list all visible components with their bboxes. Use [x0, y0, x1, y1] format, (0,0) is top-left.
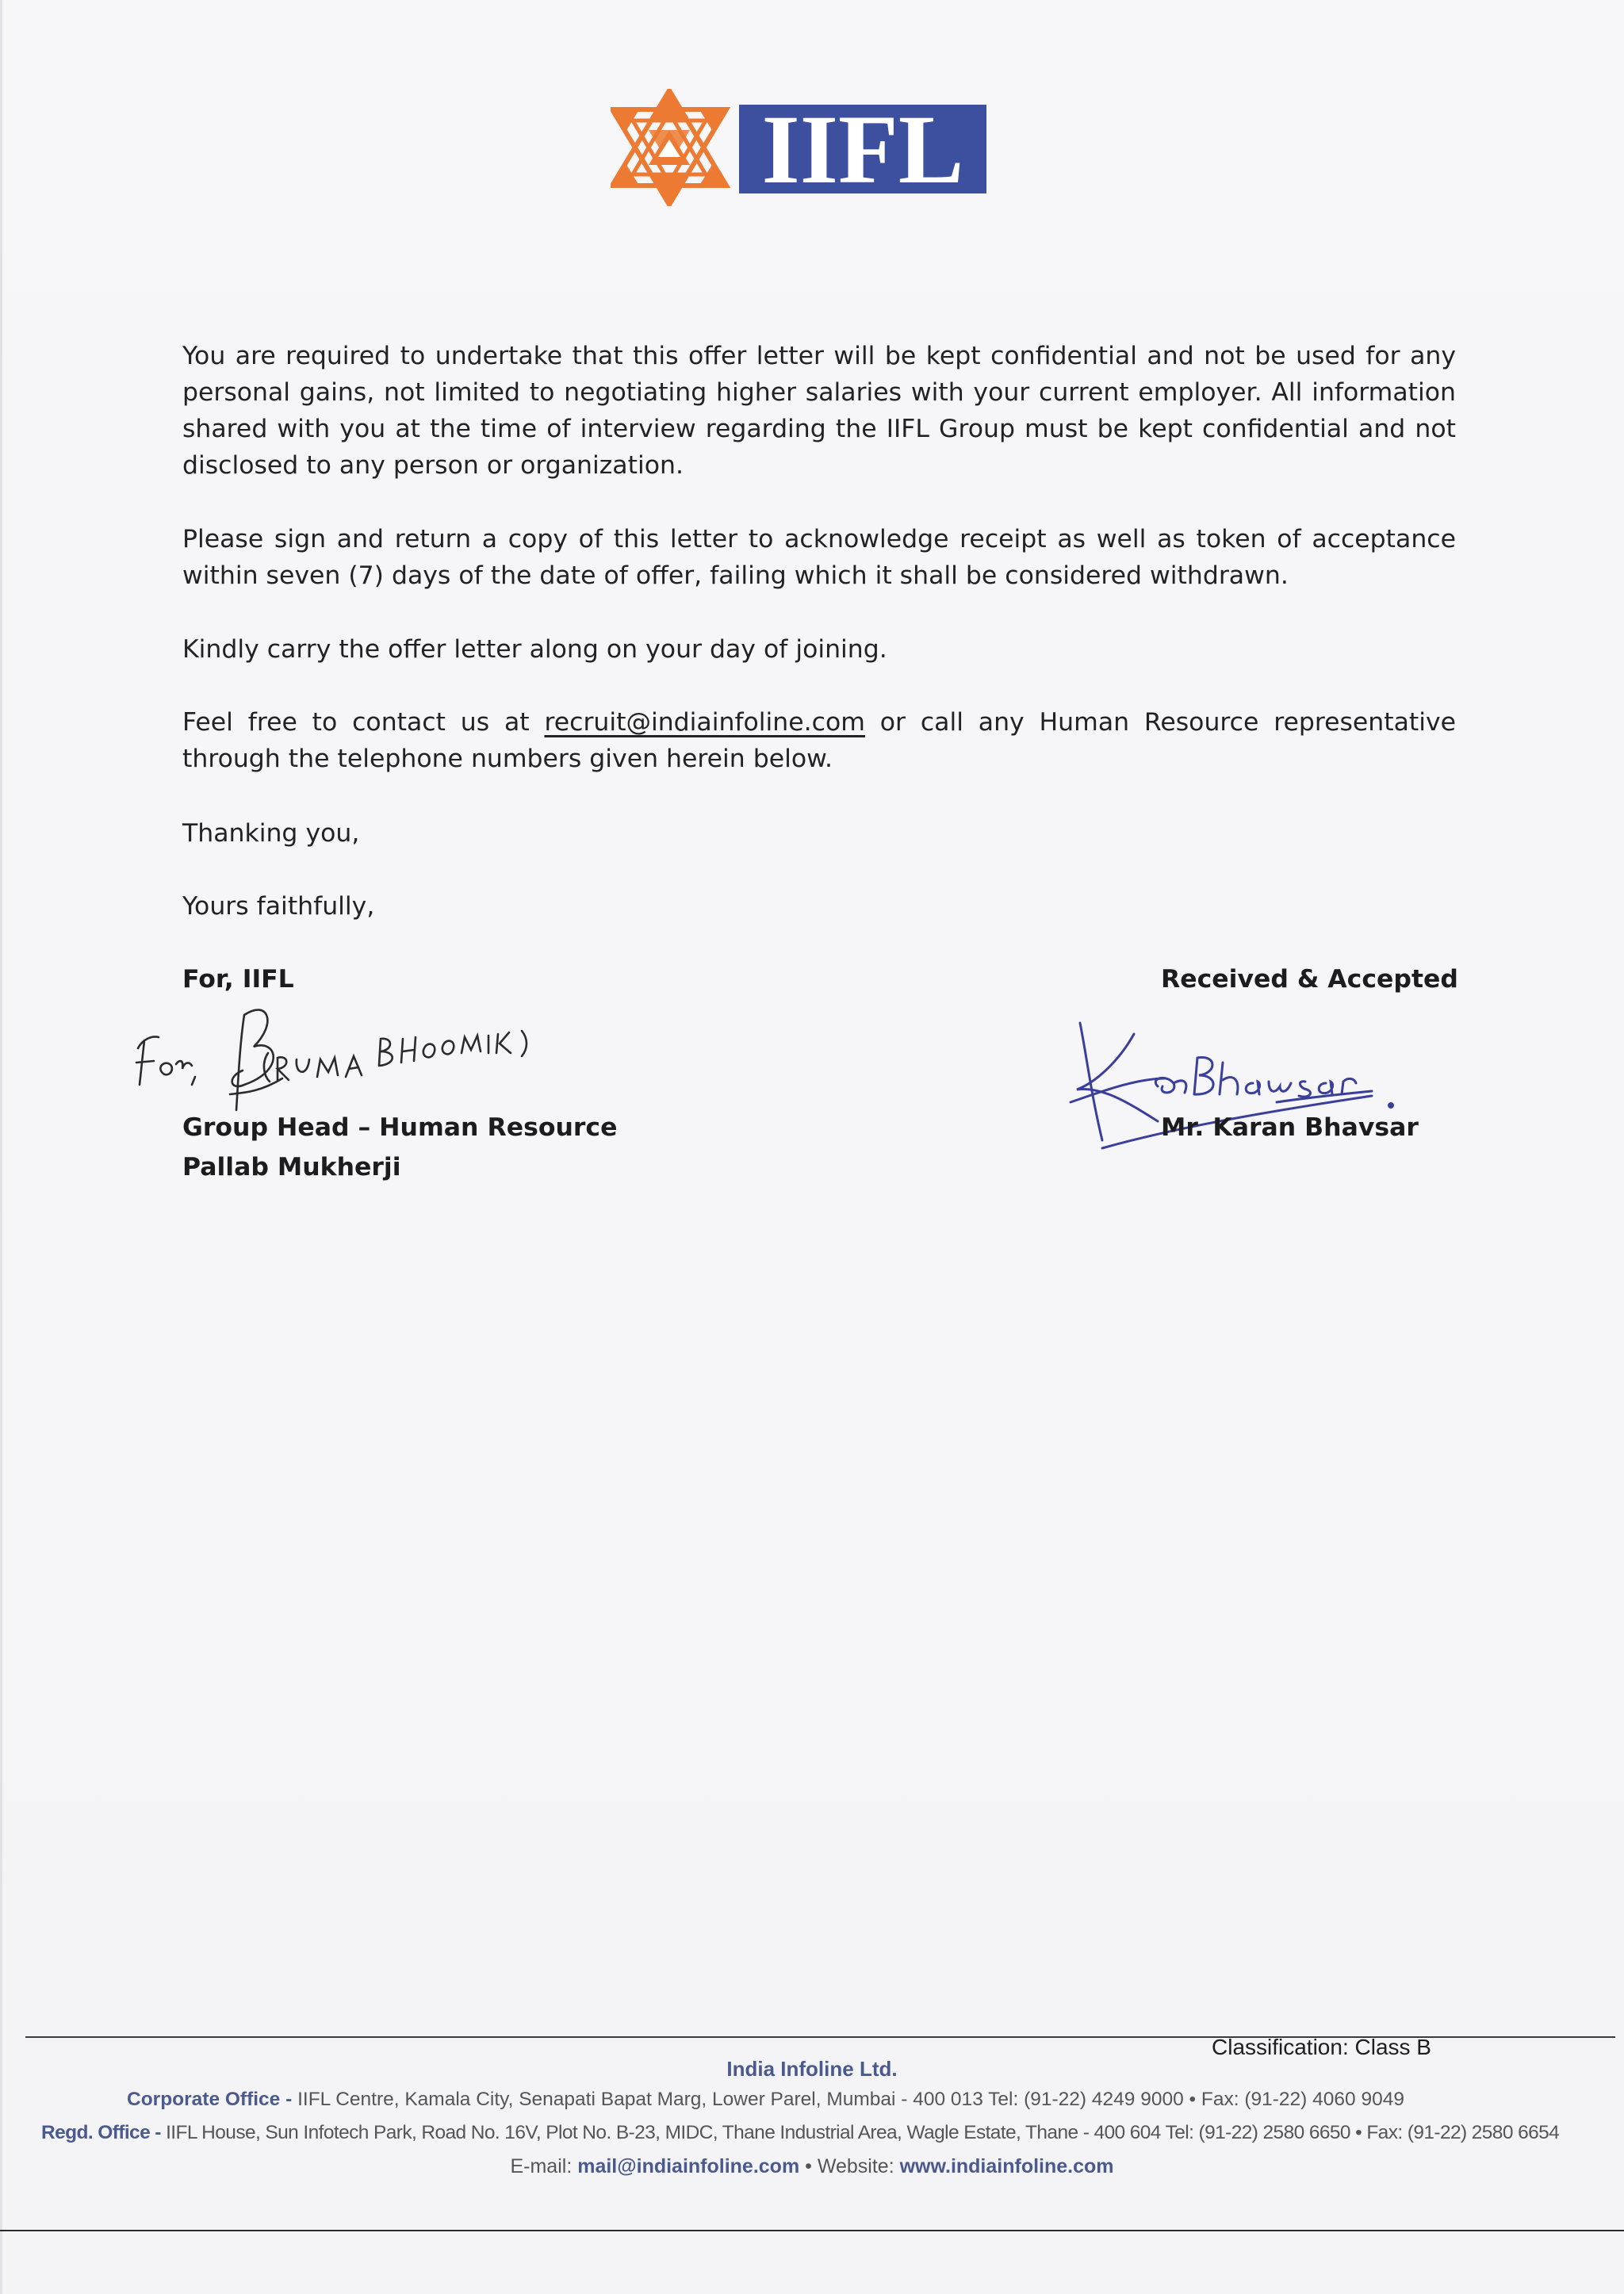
classification-label: Classification: Class B — [1212, 2035, 1431, 2059]
page-edge-shadow — [0, 0, 2, 2294]
registered-office-label: Regd. Office - — [41, 2122, 161, 2143]
registered-office-address — [41, 2122, 1559, 2144]
website-label: • Website: — [799, 2155, 900, 2177]
bottom-edge-line — [0, 2230, 1624, 2231]
contact-text-pre: Feel free to contact us at — [182, 708, 545, 737]
signatory-title: Group Head – Human Resource — [182, 1113, 618, 1142]
paragraph-contact — [182, 704, 1456, 777]
thanking-line: Thanking you, — [182, 819, 360, 848]
handwritten-signature-hr — [127, 983, 571, 1126]
footer-contact — [0, 2155, 1624, 2178]
footer-website-link[interactable]: www.indiainfoline.com — [899, 2155, 1114, 2177]
paragraph-acknowledge: Please sign and return a copy of this letter to acknowledge receipt as well as token of acceptance within seven (7) days of the date of offer, failing which it shall be considered withdrawn. — [182, 525, 1456, 590]
corporate-office-label: Corporate Office - — [127, 2089, 293, 2110]
registered-office-text: IIFL House, Sun Infotech Park, Road No. 16V, Plot No. B-23, MIDC, Thane Industrial Area, Wagle Estate, Thane - 400 604 Tel: (91-22) 2580 6650 • Fax: (91-22) 2580 6654 — [160, 2122, 1560, 2143]
candidate-name: Mr. Karan Bhavsar — [1161, 1113, 1419, 1142]
signatory-name: Pallab Mukherji — [182, 1153, 401, 1181]
iifl-logo — [611, 89, 990, 206]
sri-yantra-icon — [611, 89, 990, 206]
company-name: India Infoline Ltd. — [726, 2057, 898, 2081]
footer-email-link[interactable]: mail@indiainfoline.com — [577, 2155, 800, 2177]
for-iifl-label: For, IIFL — [182, 965, 294, 994]
closing-line: Yours faithfully, — [182, 892, 375, 921]
logo-wordmark: IIFL — [761, 95, 964, 204]
contact-text-post: or call any Human Resource representative through the telephone numbers given herein below. — [182, 708, 1457, 773]
paragraph-carry-letter: Kindly carry the offer letter along on your day of joining. — [182, 635, 887, 664]
corporate-office-address — [127, 2089, 1404, 2111]
paragraph-confidentiality: You are required to undertake that this offer letter will be kept confidential and not be used for any personal gains, not limited to negotiating higher salaries with your current employer. All information shared with you at the time of interview regarding the IIFL Group must be kept confidential and not disclosed to any person or organization. — [182, 342, 1456, 480]
corporate-office-text: IIFL Centre, Kamala City, Senapati Bapat Marg, Lower Parel, Mumbai - 400 013 Tel: (91-22) 4249 9000 • Fax: (91-22) 4060 9049 — [292, 2089, 1404, 2110]
recruit-email-link[interactable]: recruit@indiainfoline.com — [544, 708, 865, 737]
email-label: E-mail: — [510, 2155, 578, 2177]
received-accepted-label: Received & Accepted — [1161, 965, 1458, 994]
